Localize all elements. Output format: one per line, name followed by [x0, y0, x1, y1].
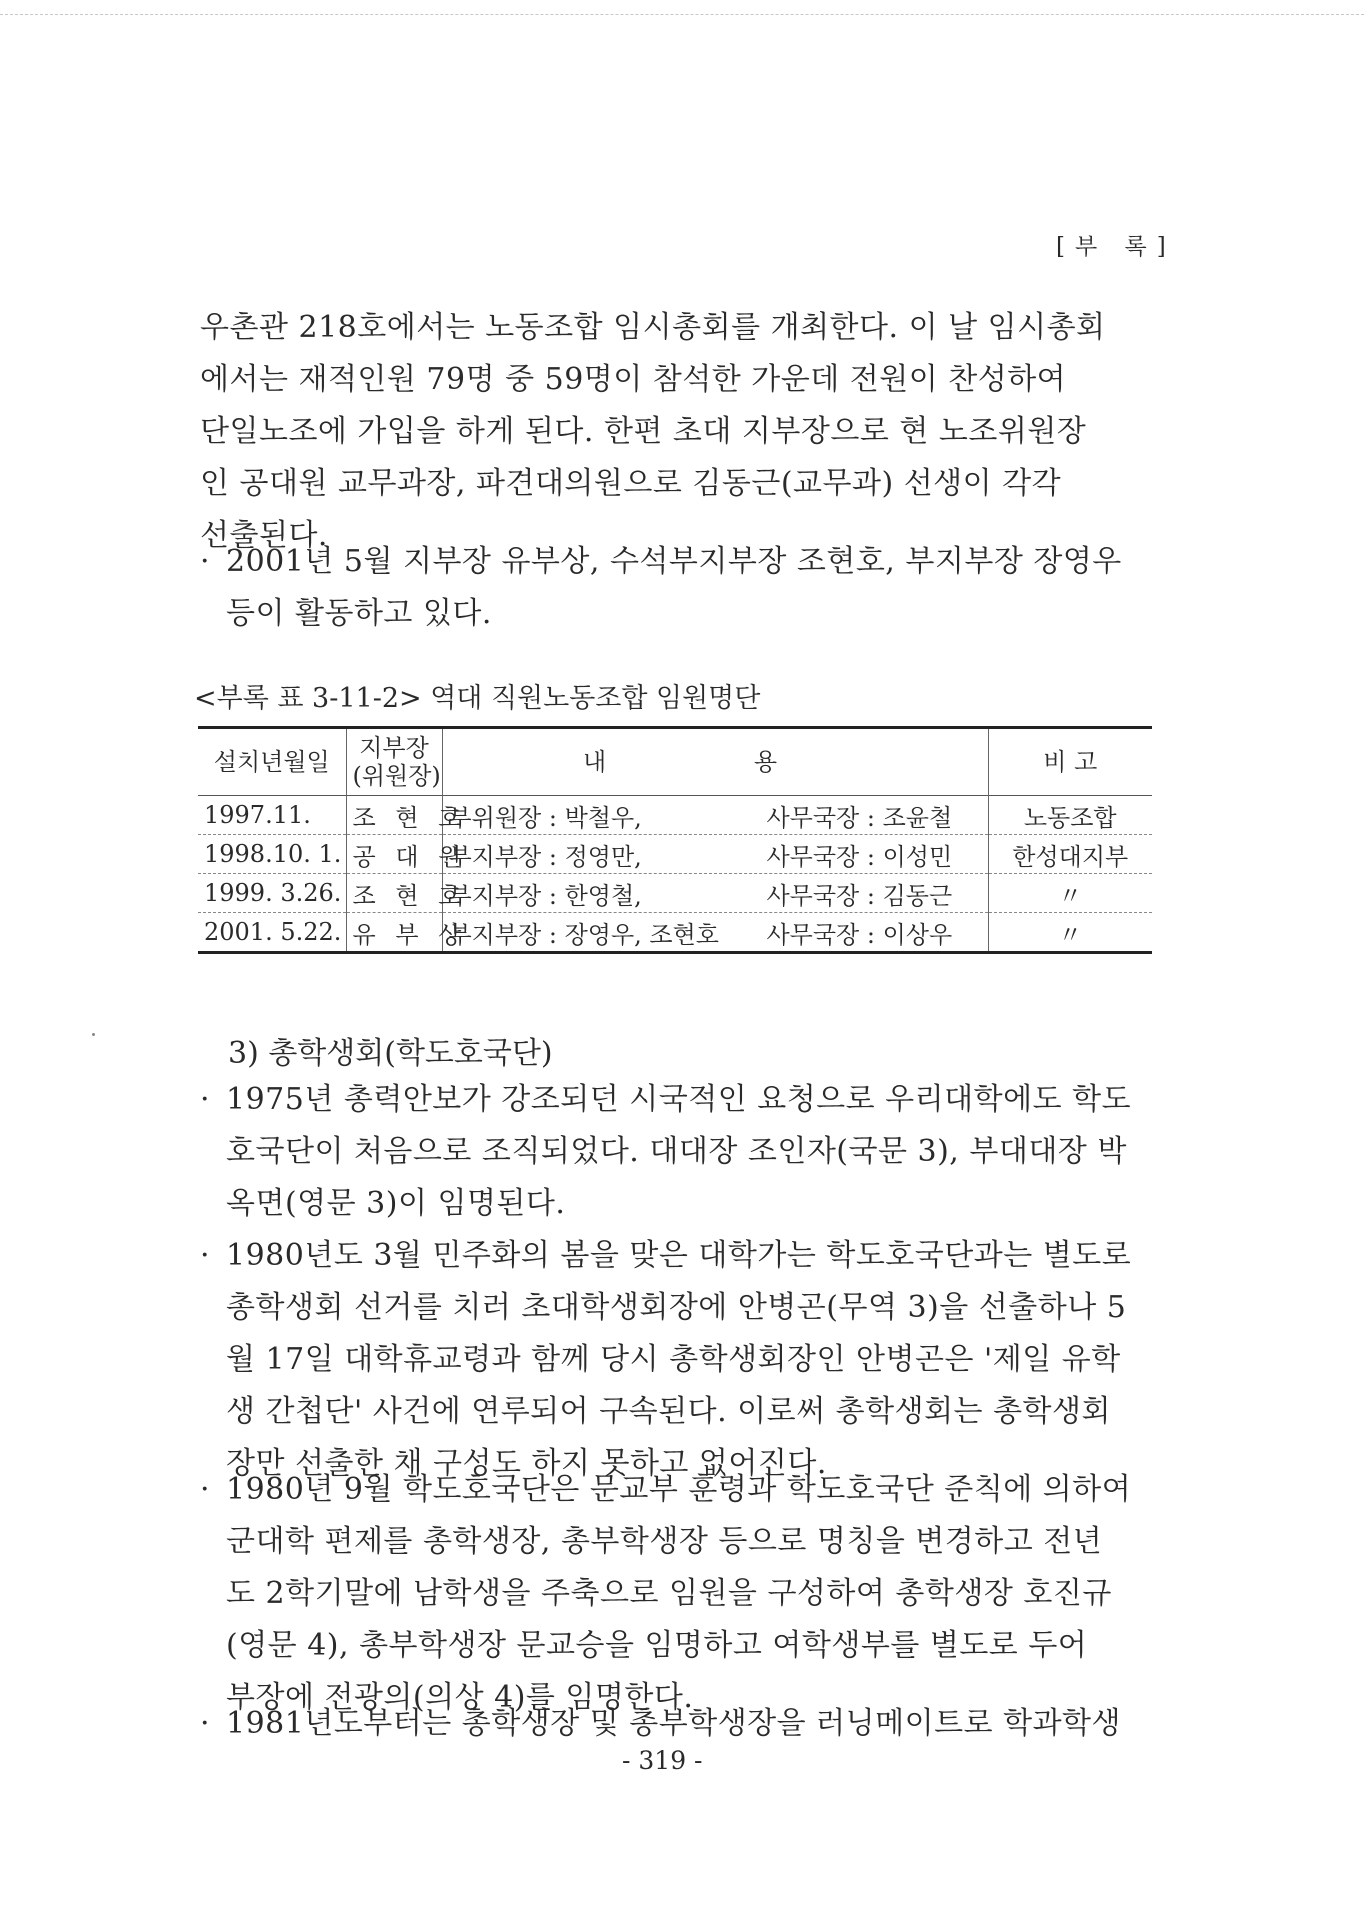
text-line: 군대학 편제를 총학생장, 총부학생장 등으로 명칭을 변경하고 전년 [226, 1524, 1103, 1559]
bullet-item-1980-march [200, 1230, 1150, 1490]
text-line: 생 간첩단' 사건에 연루되어 구속된다. 이로써 총학생회는 총학생회 [226, 1394, 1111, 1429]
table-row [198, 835, 1152, 874]
cell-date: 1998.10. 1. [198, 835, 346, 874]
header-branch-head [346, 728, 442, 796]
cell-branch-head: 유 부 상 [346, 913, 442, 953]
text-line [200, 1074, 1150, 1126]
text-line [200, 1698, 1150, 1750]
header-content [442, 728, 988, 796]
text-line: 옥면(영문 3)이 임명된다. [226, 1186, 566, 1221]
cell-note: 노동조합 [988, 796, 1152, 835]
text-line: 선출된다. [200, 518, 328, 553]
header-content-label: 내 용 [583, 748, 847, 776]
appendix-header-tag: [부 록] [1056, 234, 1176, 260]
text-line-content: 2001년 5월 지부장 유부상, 수석부지부장 조현호, 부지부장 장영우 [226, 544, 1122, 579]
cell-content-secretary: 사무국장 : 김동근 [766, 881, 953, 910]
cell-content-vice: 부지부장 : 한영철, [448, 881, 642, 910]
bullet-item-2001 [200, 536, 1150, 640]
header-note: 비 고 [988, 728, 1152, 796]
table-caption: <부록 표 3-11-2> 역대 직원노동조합 임원명단 [194, 683, 761, 714]
text-line: 등이 활동하고 있다. [226, 596, 492, 631]
text-line: 인 공대원 교무과장, 파견대의원으로 김동근(교무과) 선생이 각각 [200, 466, 1062, 501]
text-line [200, 1230, 1150, 1282]
cell-content-secretary: 사무국장 : 이성민 [766, 842, 953, 871]
cell-date: 1997.11. [198, 796, 346, 835]
text-line: 도 2학기말에 남학생을 주축으로 임원을 구성하여 총학생장 호진규 [226, 1576, 1112, 1611]
cell-content-vice: 부위원장 : 박철우, [448, 803, 642, 832]
text-line: 우촌관 218호에서는 노동조합 임시총회를 개최한다. 이 날 임시총회 [200, 310, 1106, 345]
table-row [198, 874, 1152, 913]
cell-note: 한성대지부 [988, 835, 1152, 874]
cell-content [442, 835, 988, 874]
text-line-content: 1980년도 3월 민주화의 봄을 맞은 대학가는 학도호국단과는 별도로 [226, 1238, 1132, 1273]
text-line-content: 1981년도부터는 총학생장 및 총부학생장을 러닝메이트로 학과학생 [226, 1706, 1122, 1741]
text-line [200, 1464, 1150, 1516]
bullet-item-1975 [200, 1074, 1150, 1230]
text-line: (영문 4), 총부학생장 문교승을 임명하고 여학생부를 별도로 두어 [226, 1628, 1088, 1663]
page-number: - 319 - [622, 1746, 703, 1775]
table-row [198, 796, 1152, 835]
cell-content-vice: 부지부장 : 장영우, 조현호 [448, 920, 719, 949]
text-line: 단일노조에 가입을 하게 된다. 한편 초대 지부장으로 현 노조위원장 [200, 414, 1087, 449]
cell-content-secretary: 사무국장 : 이상우 [766, 920, 953, 949]
bullet-marker: · [200, 544, 211, 579]
text-line-content: 1975년 총력안보가 강조되던 시국적인 요청으로 우리대학에도 학도 [226, 1082, 1132, 1117]
cell-content [442, 913, 988, 953]
bullet-item-1981 [200, 1698, 1150, 1750]
union-officers-table [198, 726, 1152, 954]
header-date: 설치년월일 [213, 748, 330, 776]
text-line [200, 536, 1150, 588]
section-heading: 3) 총학생회(학도호국단) [228, 1036, 553, 1071]
text-line: 에서는 재적인원 79명 중 59명이 참석한 가운데 전원이 찬성하여 [200, 362, 1067, 397]
header-branch-head-line1: 지부장 [359, 734, 429, 762]
table-row [198, 913, 1152, 953]
cell-content-secretary: 사무국장 : 조윤철 [766, 803, 953, 832]
cell-content [442, 796, 988, 835]
bullet-item-1980-september [200, 1464, 1150, 1724]
text-line: 월 17일 대학휴교령과 함께 당시 총학생회장인 안병곤은 '제일 유학 [226, 1342, 1121, 1377]
top-scan-rule [0, 14, 1364, 15]
text-line: 호국단이 처음으로 조직되었다. 대대장 조인자(국문 3), 부대대장 박 [226, 1134, 1127, 1169]
bullet-marker: · [200, 1472, 211, 1507]
text-line: 총학생회 선거를 치러 초대학생회장에 안병곤(무역 3)을 선출하나 5 [226, 1290, 1127, 1325]
cell-branch-head: 조 현 호 [346, 874, 442, 913]
cell-date: 2001. 5.22. [198, 913, 346, 953]
text-line-content: 1980년 9월 학도호국단은 문교부 훈령과 학도호국단 준칙에 의하여 [226, 1472, 1132, 1507]
bullet-marker: · [200, 1238, 211, 1273]
cell-content [442, 874, 988, 913]
bullet-marker: · [200, 1706, 211, 1741]
cell-branch-head: 조 현 호 [346, 796, 442, 835]
cell-content-vice: 부지부장 : 정영만, [448, 842, 642, 871]
table-header-row [198, 728, 1152, 796]
cell-branch-head: 공 대 원 [346, 835, 442, 874]
scan-speck [92, 1033, 95, 1036]
cell-note: 〃 [988, 874, 1152, 913]
cell-date: 1999. 3.26. [198, 874, 346, 913]
text-line: 부장에 전광의(의상 4)를 임명한다. [226, 1680, 694, 1715]
header-branch-head-line2: (위원장) [352, 762, 441, 790]
text-line: 장만 선출한 채 구성도 하지 못하고 없어진다. [226, 1446, 827, 1481]
bullet-marker: · [200, 1082, 211, 1117]
intro-paragraph [200, 302, 1150, 562]
cell-note: 〃 [988, 913, 1152, 953]
